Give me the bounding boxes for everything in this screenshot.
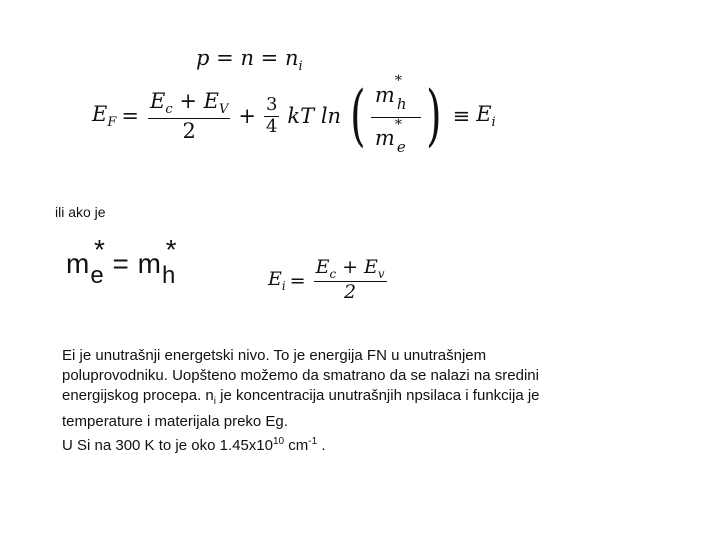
left-paren: ( bbox=[350, 77, 366, 154]
mass-hole: m * h bbox=[374, 73, 407, 113]
label-ili-ako-je: ili ako je bbox=[55, 204, 106, 220]
equation-intrinsic-level bbox=[268, 258, 391, 303]
fraction-three-quarters: $\frac{3}{4}$ bbox=[265, 93, 278, 137]
equals-sign: = bbox=[260, 46, 279, 70]
equiv-sign: ≡ bbox=[452, 104, 471, 128]
equation-fermi-level bbox=[92, 74, 496, 158]
symbol-Ei: $E_i$ bbox=[268, 268, 286, 293]
fraction-band-average: $\frac{E_c + E_v}{2}$ bbox=[315, 256, 385, 304]
plus-sign: + bbox=[238, 104, 256, 128]
symbol-Ei: $E_i$ bbox=[476, 101, 496, 131]
symbol-EF: $E_F$ bbox=[92, 101, 117, 131]
mass-electron: m * e bbox=[374, 116, 406, 156]
fraction-denominator: 2 bbox=[182, 118, 196, 143]
equals-sign: = bbox=[289, 269, 306, 292]
symbol-kT-ln: kT ln bbox=[287, 104, 342, 128]
paragraph-line: temperature i materijala preko Eg. bbox=[62, 413, 288, 430]
paragraph-line: poluprovodniku. Uopšteno možemo da smatrano da se nalazi na sredini bbox=[62, 367, 539, 384]
symbol-ni: n bbox=[284, 46, 299, 70]
paragraph-line: Ei je unutrašnji energetski nivo. To je energija FN u unutrašnjem bbox=[62, 347, 487, 364]
mass-ratio-group bbox=[345, 74, 447, 157]
fraction-band-average bbox=[148, 90, 230, 142]
fraction-mass-ratio bbox=[371, 74, 421, 157]
equation-intrinsic-concentration bbox=[196, 46, 303, 74]
symbol-p: p bbox=[196, 46, 210, 70]
paragraph-line: energijskog procepa. $n_i$ je koncentracija unutrašnjih npsilaca i funkcija je bbox=[62, 387, 540, 407]
paragraph-line: U Si na 300 K to je oko $1.45x10^{10}$ $cm^{-1}$ . bbox=[62, 436, 326, 454]
symbol-n: n bbox=[240, 46, 254, 70]
equals-sign: = bbox=[121, 104, 139, 128]
equals-sign: = bbox=[216, 46, 234, 70]
right-paren: ) bbox=[425, 77, 442, 154]
subscript-i: i bbox=[298, 59, 303, 75]
fraction-numerator: $E_c + E_V$ bbox=[149, 89, 229, 118]
equation-equal-masses: m * e = m * h bbox=[66, 234, 177, 289]
explanation-paragraph bbox=[62, 346, 682, 456]
